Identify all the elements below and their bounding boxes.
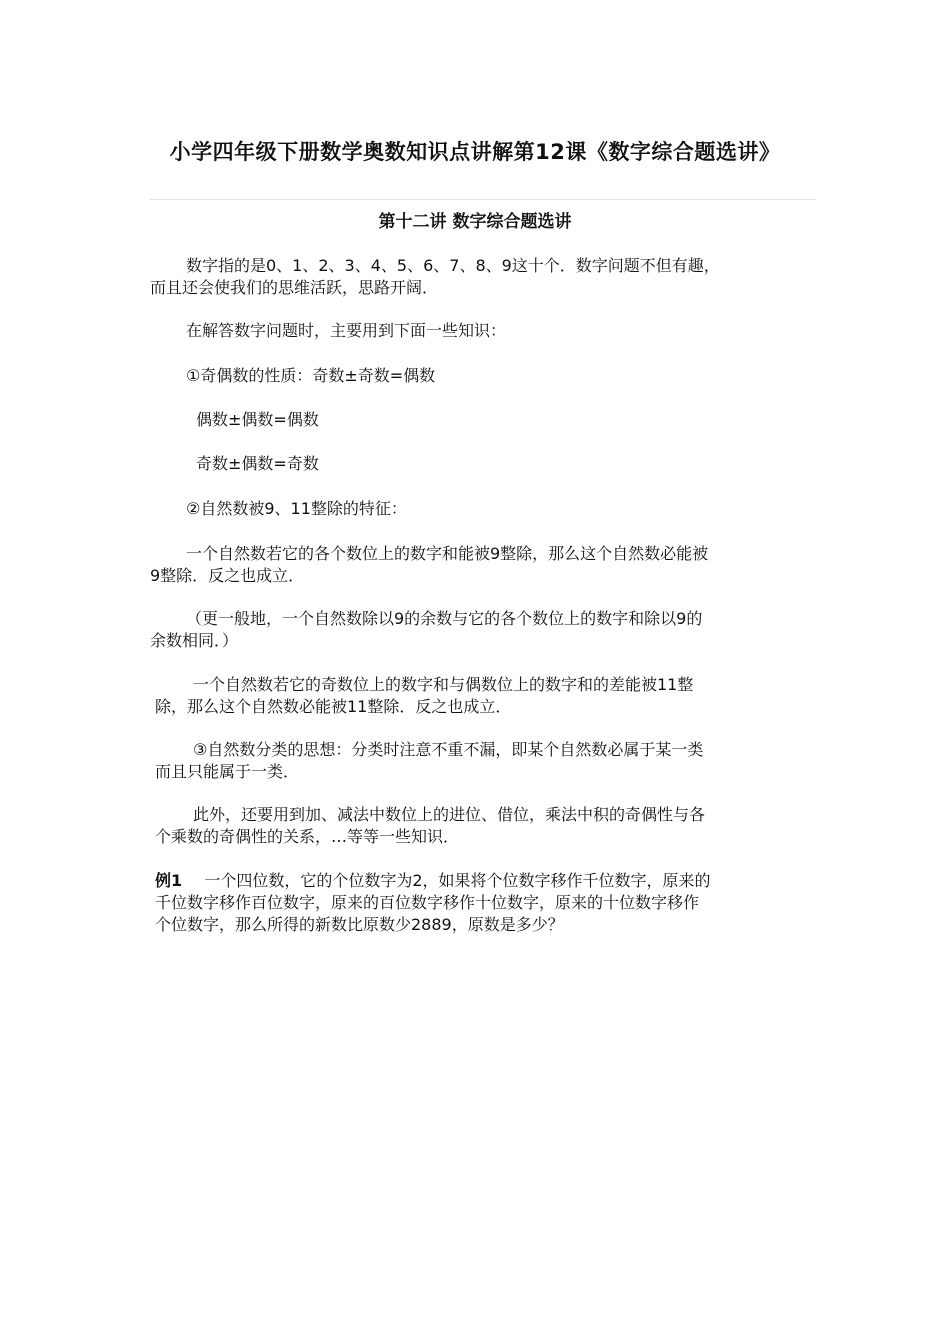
paragraph-digits-intro (150, 255, 720, 299)
paragraph-line: 而且还会使我们的思维活跃，思路开阔． (150, 278, 439, 297)
paragraph-knowledge-intro (186, 320, 506, 342)
paragraph-line: 奇数±偶数=奇数 (196, 454, 319, 473)
document-title: 小学四年级下册数学奥数知识点讲解第12课《数字综合题选讲》 (169, 140, 781, 164)
paragraph-line: 一个自然数若它的各个数位上的数字和能被9整除，那么这个自然数必能被 (186, 544, 709, 563)
paragraph-parity-rule-1 (186, 365, 435, 387)
paragraph-divisible-by-11 (155, 674, 693, 718)
paragraph-remainder-by-9 (150, 608, 702, 652)
example-line: 个位数字，那么所得的新数比原数少2889，原数是多少？ (155, 915, 564, 934)
title-divider (150, 199, 815, 200)
paragraph-line: 个乘数的奇偶性的关系，…等等一些知识． (155, 827, 460, 846)
paragraph-line: 数字指的是0、1、2、3、4、5、6、7、8、9这十个．数字问题不但有趣， (186, 256, 720, 275)
paragraph-parity-rule-3 (196, 453, 319, 475)
paragraph-other-knowledge (155, 804, 705, 848)
paragraph-line: 除，那么这个自然数必能被11整除．反之也成立． (155, 697, 512, 716)
paragraph-line: 9整除．反之也成立． (150, 566, 305, 585)
paragraph-line: ③自然数分类的思想：分类时注意不重不漏，即某个自然数必属于某一类 (193, 740, 704, 759)
example-line: 千位数字移作百位数字，原来的百位数字移作十位数字，原来的十位数字移作 (155, 893, 700, 912)
paragraph-line: ②自然数被9、11整除的特征： (186, 499, 407, 518)
example-line: 一个四位数，它的个位数字为2，如果将个位数字移作千位数字，原来的 (204, 871, 711, 890)
paragraph-divisible-by-9 (150, 543, 708, 587)
paragraph-parity-rule-2 (196, 409, 319, 431)
paragraph-line: 而且只能属于一类． (155, 762, 300, 781)
paragraph-line: ①奇偶数的性质：奇数±奇数=偶数 (186, 366, 436, 385)
paragraph-classification (155, 739, 703, 783)
paragraph-divisibility-heading (186, 498, 407, 520)
lecture-title: 第十二讲 数字综合题选讲 (378, 212, 572, 232)
paragraph-line: 一个自然数若它的奇数位上的数字和与偶数位上的数字和的差能被11整 (193, 675, 694, 694)
paragraph-line: 偶数±偶数=偶数 (196, 410, 319, 429)
example-label: 例1 (155, 871, 183, 890)
paragraph-line: （更一般地，一个自然数除以9的余数与它的各个数位上的数字和除以9的 (186, 609, 703, 628)
paragraph-line: 此外，还要用到加、减法中数位上的进位、借位，乘法中积的奇偶性与各 (193, 805, 706, 824)
example-1 (155, 870, 711, 936)
paragraph-line: 在解答数字问题时，主要用到下面一些知识： (186, 321, 507, 340)
paragraph-line: 余数相同．） (150, 631, 239, 650)
